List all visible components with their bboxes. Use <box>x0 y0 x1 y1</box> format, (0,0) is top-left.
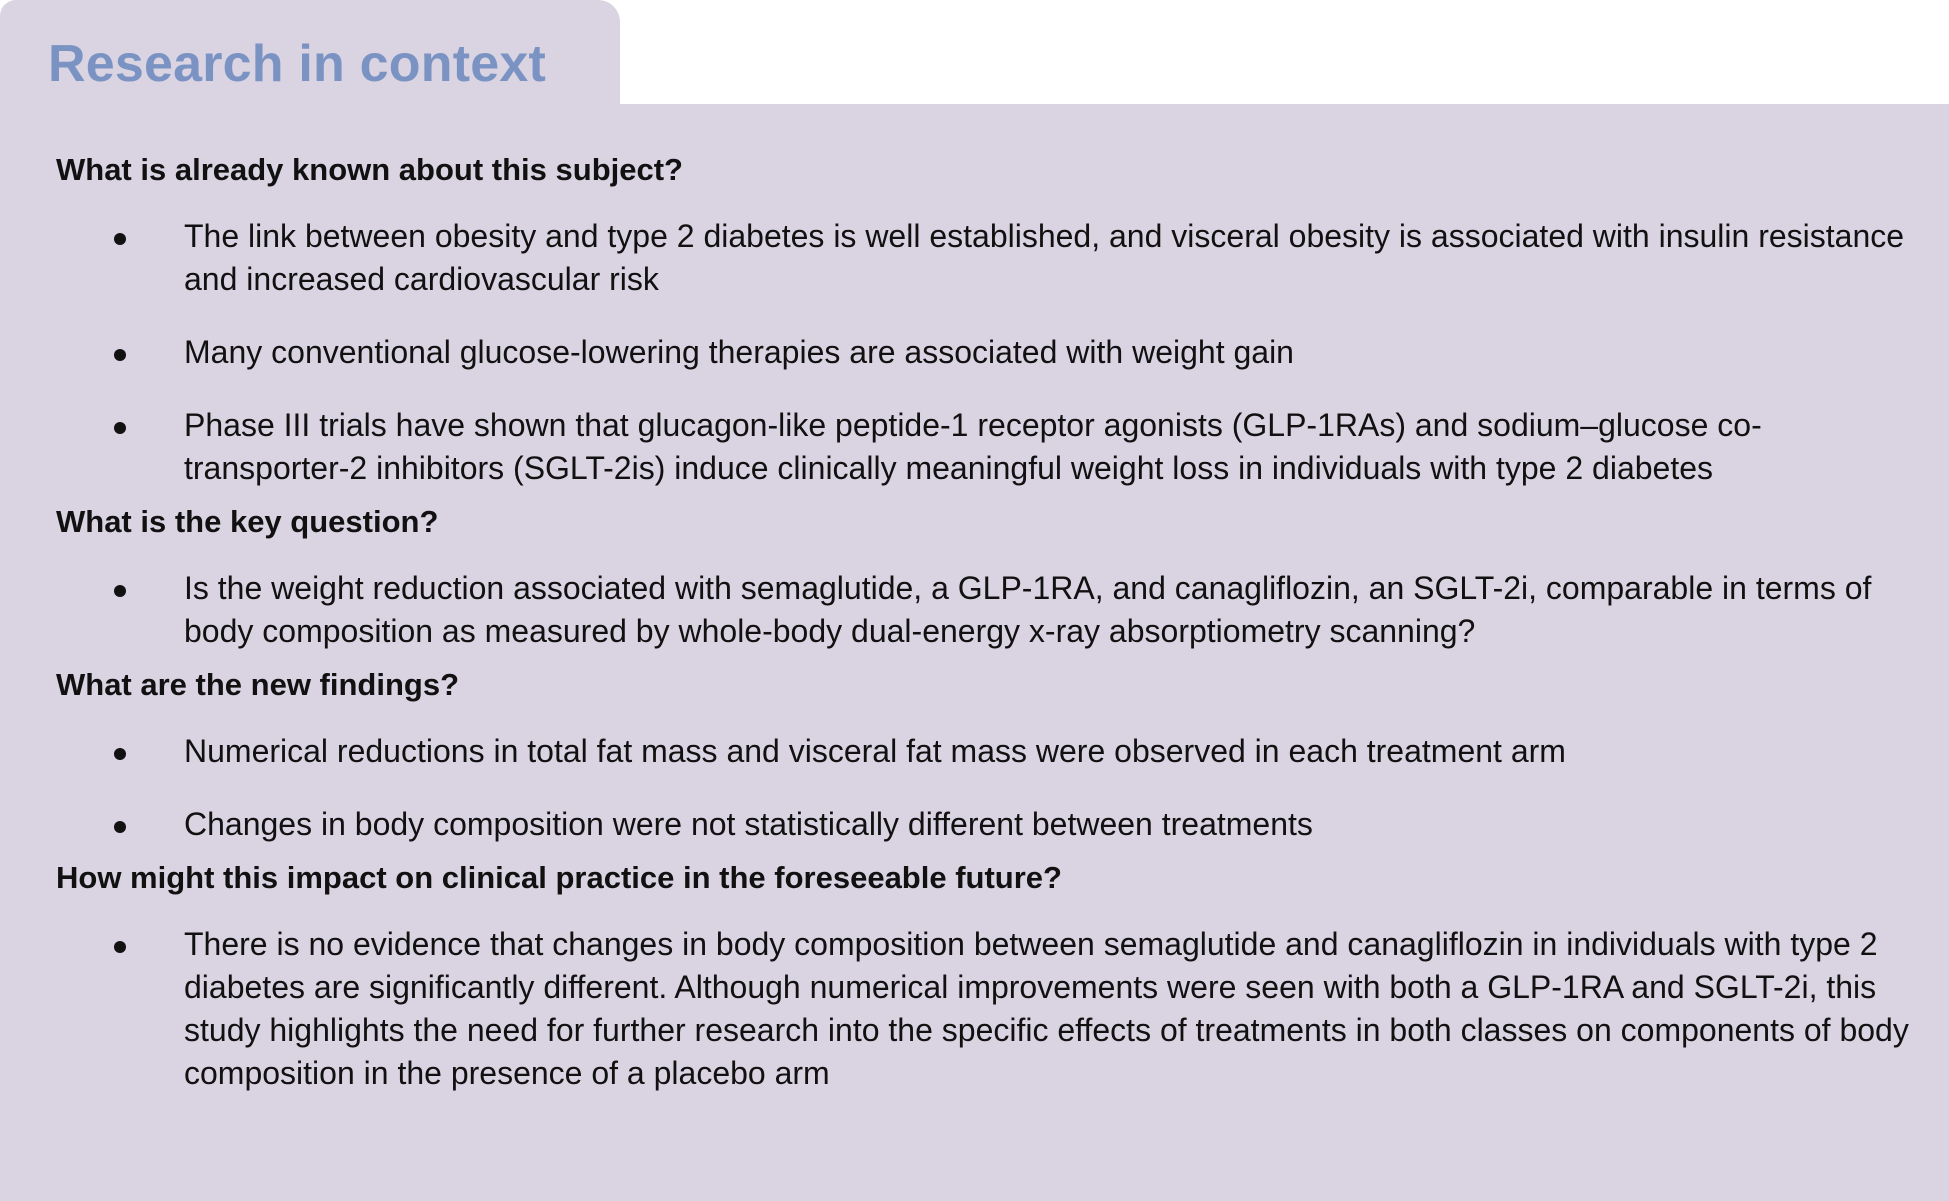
bullet-list <box>56 567 1916 653</box>
section-new-findings <box>56 663 1916 846</box>
bullet-text: There is no evidence that changes in body composition between semaglutide and canagliflozin in individuals with type 2 diabetes are significantly different. Although numerical improvements were seen with both a GLP-1RA and SGLT-2i, this study highlights the need for further research into the specific effects of treatments in both classes on components of body composition in the presence of a placebo arm <box>184 926 1909 1091</box>
bullet-icon <box>114 422 126 434</box>
bullet-icon <box>114 349 126 361</box>
bullet-text: Numerical reductions in total fat mass and visceral fat mass were observed in each treatment arm <box>184 733 1566 769</box>
content-body <box>56 148 1916 1095</box>
bullet-item <box>56 803 1916 846</box>
box-title: Research in context <box>48 35 546 93</box>
bullet-item <box>56 567 1916 653</box>
section-heading: What are the new findings? <box>56 667 460 702</box>
title-tab <box>0 0 620 120</box>
bullet-text: Many conventional glucose-lowering therapies are associated with weight gain <box>184 334 1294 370</box>
content-panel <box>0 104 1949 1201</box>
bullet-list <box>56 215 1916 490</box>
bullet-list <box>56 923 1916 1095</box>
section-heading: What is the key question? <box>56 504 439 539</box>
bullet-item <box>56 404 1916 490</box>
bullet-item <box>56 331 1916 374</box>
section-key-question <box>56 500 1916 653</box>
section-clinical-impact <box>56 856 1916 1095</box>
bullet-icon <box>114 748 126 760</box>
bullet-item <box>56 923 1916 1095</box>
section-already-known <box>56 148 1916 490</box>
bullet-text: Is the weight reduction associated with semaglutide, a GLP-1RA, and canagliflozin, an SGLT-2i, comparable in terms of body composition as measured by whole-body dual-energy x-ray absorptiometry scanning? <box>184 570 1872 649</box>
bullet-text: Changes in body composition were not statistically different between treatments <box>184 806 1313 842</box>
bullet-icon <box>114 821 126 833</box>
bullet-text: Phase III trials have shown that glucagon-like peptide-1 receptor agonists (GLP-1RAs) and sodium–glucose co-transporter-2 inhibitors (SGLT-2is) induce clinically meaningful weight loss in individuals with type 2 diabetes <box>184 407 1762 486</box>
bullet-text: The link between obesity and type 2 diabetes is well established, and visceral obesity is associated with insulin resistance and increased cardiovascular risk <box>184 218 1905 297</box>
section-heading: How might this impact on clinical practice in the foreseeable future? <box>56 860 1062 895</box>
bullet-list <box>56 730 1916 846</box>
bullet-icon <box>114 233 126 245</box>
bullet-icon <box>114 941 126 953</box>
bullet-item <box>56 730 1916 773</box>
section-heading: What is already known about this subject? <box>56 152 683 187</box>
bullet-icon <box>114 585 126 597</box>
bullet-item <box>56 215 1916 301</box>
